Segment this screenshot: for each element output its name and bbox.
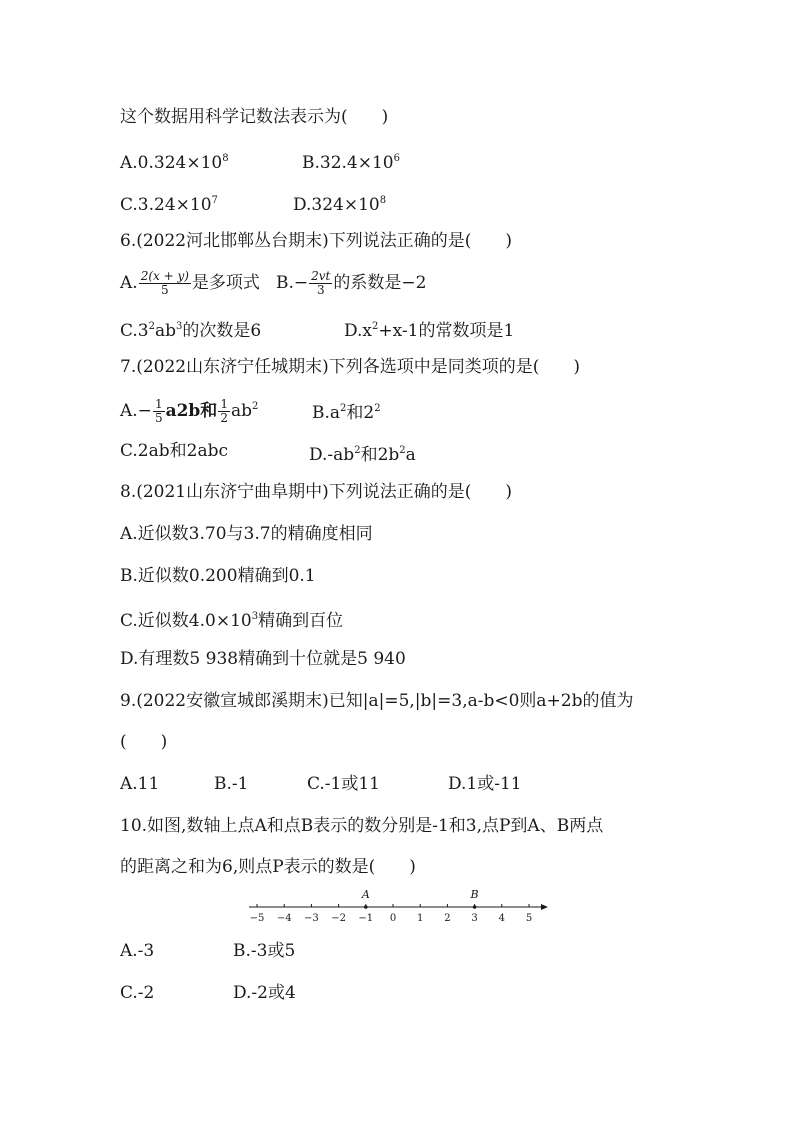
q7-option-b: $B.a^2$和$2^2$ [312,403,381,423]
q6-option-a: A. $\frac{2(x + y)}{5}$ 是多项式 [120,269,260,297]
q8-option-d: D.有理数5 938精确到十位就是5 940 [120,649,406,669]
q6-a-fraction: $\frac{2(x + y)}{5}$ [140,269,189,297]
q10-option-c: C.-2 [120,983,155,1003]
q10-option-a: A.-3 [120,941,155,961]
q9-answer-paren: ( ) [120,732,168,752]
number-line-point-a-dot [364,905,368,909]
q9-stem: 9.(2022安徽宣城郎溪期末)已知|a|=5,|b|=3,a-b<0则a+2b的值为 [120,691,634,711]
number-line-tick-label: 0 [389,913,397,924]
q6-b-fraction: $\frac{2vt}{3}$ [311,269,331,297]
q5-option-d: $D.324\times 10^8$ [293,195,387,215]
q6-option-c: $C.3^2ab^3$的次数是6 [120,321,262,341]
q10-stem-line1: 10.如图,数轴上点A和点B表示的数分别是-1和3,点P到A、B两点 [120,816,604,836]
q7-option-a: A.− $\frac{1}{5}$ a2b和 $\frac{1}{2}$ $ab^2$ [120,397,259,425]
q8-stem: 8.(2021山东济宁曲阜期中)下列说法正确的是( ) [120,482,513,502]
number-line-figure [245,886,550,926]
q10-option-d: D.-2或4 [233,983,296,1003]
q5-option-a: $A.0.324\times 10^8$ [120,153,229,173]
number-line-tick-label: −5 [249,913,265,924]
number-line-tick-label: 2 [444,913,451,924]
number-line-tick-label: 4 [498,913,505,924]
q9-option-a: A.11 [120,774,160,794]
q7-option-d: $D.-ab^2$和$2b^2a$ [309,445,416,465]
number-line-point-b-label: B [470,888,479,901]
number-line-tick-label: 1 [417,913,424,924]
q9-option-b: B.-1 [214,774,249,794]
q8-option-c: C.近似数$4.0\times 10^3$精确到百位 [120,611,344,631]
q6-option-d: $D.x^2+x-1$的常数项是1 [344,321,515,341]
q10-stem-line2: 的距离之和为6,则点P表示的数是( ) [120,857,416,877]
q9-option-d: D.1或-11 [448,774,522,794]
q7-a-fraction-1: $\frac{1}{5}$ [154,397,163,425]
q7-option-c: C.2ab和2abc [120,441,228,461]
number-line-point-b-dot [473,905,477,909]
q7-a-fraction-2: $\frac{1}{2}$ [220,397,228,425]
q6-stem: 6.(2022河北邯郸丛台期末)下列说法正确的是( ) [120,231,513,251]
q8-option-b: B.近似数0.200精确到0.1 [120,566,316,586]
number-line-tick-label: −1 [358,913,374,924]
q9-option-c: C.-1或11 [307,774,380,794]
q5-option-b: $B.32.4\times 10^6$ [302,153,400,173]
q10-option-b: B.-3或5 [233,941,296,961]
q6-option-b: B.− $\frac{2vt}{3}$ 的系数是−2 [276,269,427,297]
number-line-tick-label: −2 [331,913,346,924]
q5-option-c: $C.3.24\times 10^7$ [120,195,218,215]
number-line-arrow [541,904,548,910]
q8-option-a: A.近似数3.70与3.7的精确度相同 [120,524,373,544]
number-line-tick-label: −3 [304,913,319,924]
number-line-tick-label: 5 [525,913,533,924]
q5-stem: 这个数据用科学记数法表示为( ) [120,107,389,127]
q7-stem: 7.(2022山东济宁任城期末)下列各选项中是同类项的是( ) [120,357,581,377]
number-line-tick-label: 3 [471,913,478,924]
number-line-point-a-label: A [361,888,370,901]
number-line-tick-label: −4 [276,913,292,924]
